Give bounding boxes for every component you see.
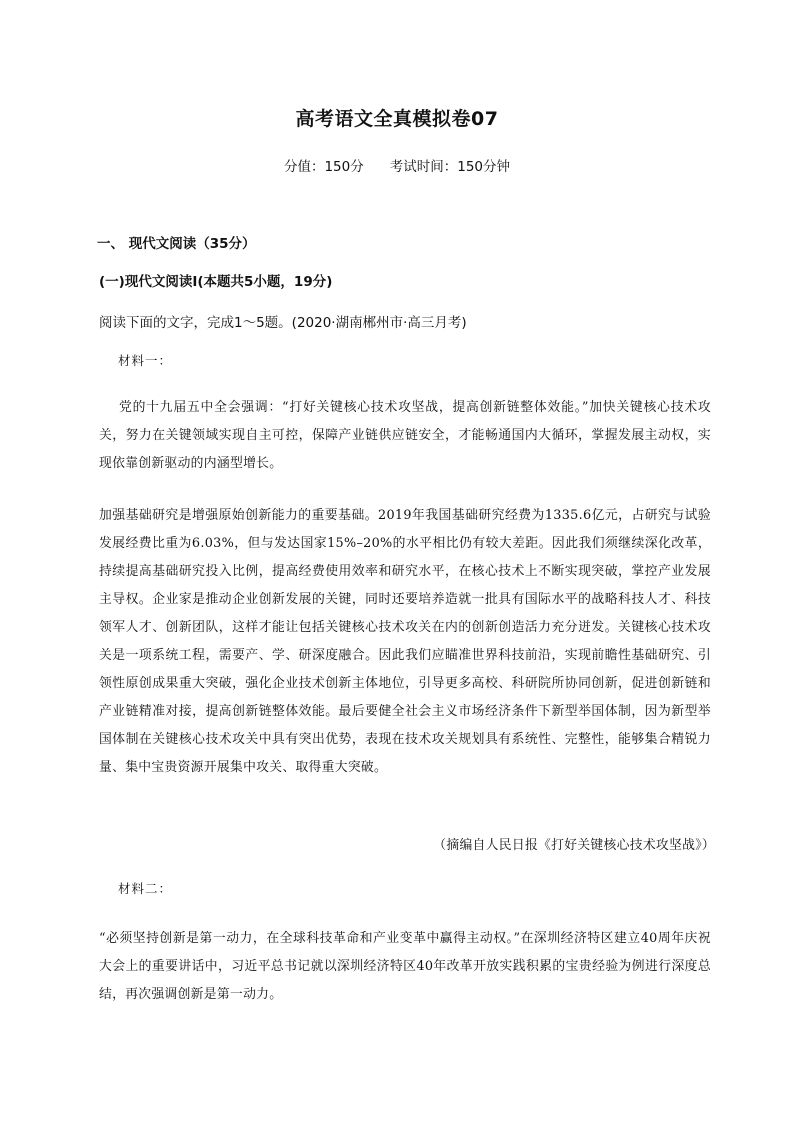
reading-instruction: 阅读下面的文字，完成1～5题。(2020·湖南郴州市·高三月考) [99, 315, 467, 331]
material-two-paragraph-1: “必须坚持创新是第一动力，在全球科技革命和产业变革中赢得主动权。”在深圳经济特区建立40周年庆祝大会上的重要讲话中，习近平总书记就以深圳经济特区40年改革开放实践积累的宝贵经验为例进行深度总结，再次强调创新是第一动力。 [99, 931, 711, 1002]
material-one-paragraph-2: 加强基础研究是增强原始创新能力的重要基础。2019年我国基础研究经费为1335.6亿元，占研究与试验发展经费比重为6.03%，但与发达国家15%–20%的水平相比仍有较大差距。因此我们须继续深化改革，持续提高基础研究投入比例，提高经费使用效率和研究水平，在核心技术上不断实现突破，掌控产业发展主导权。企业家是推动企业创新发展的关键，同时还要培养造就一批具有国际水平的战略科技人才、科技领军人才、创新团队，这样才能让包括关键核心技术攻关在内的创新创造活力充分迸发。关键核心技术攻关是一项系统工程，需要产、学、研深度融合。因此我们应瞄准世界科技前沿，实现前瞻性基础研究、引领性原创成果重大突破，强化企业技术创新主体地位，引导更多高校、科研院所协同创新，促进创新链和产业链精准对接，提高创新链整体效能。最后要健全社会主义市场经济条件下新型举国体制，因为新型举国体制在关键核心技术攻关中具有突出优势，表现在技术攻关规划具有系统性、完整性，能够集合精锐力量、集中宝贵资源开展集中攻关、取得重大突破。 [99, 508, 711, 775]
material-one-paragraph-1: 党的十九届五中全会强调：“打好关键核心技术攻坚战，提高创新链整体效能。”加快关键核心技术攻关，努力在关键领域实现自主可控，保障产业链供应链安全，才能畅通国内大循环，掌握发展主动权，实现依靠创新驱动的内涵型增长。 [99, 400, 711, 471]
score-label: 分值：150分 [283, 159, 364, 175]
material-one-label: 材料一： [118, 353, 173, 368]
material-one-source: （摘编自人民日报《打好关键核心技术攻坚战》） [433, 838, 715, 853]
subsection-heading: (一)现代文阅读Ⅰ(本题共5小题，19分) [99, 274, 333, 290]
section-heading: 一、 现代文阅读（35分） [97, 236, 256, 252]
page-title: 高考语文全真模拟卷07 [295, 108, 499, 130]
exam-meta [0, 155, 794, 175]
material-two-label: 材料二： [118, 881, 173, 896]
time-label: 考试时间：150分钟 [389, 159, 511, 175]
